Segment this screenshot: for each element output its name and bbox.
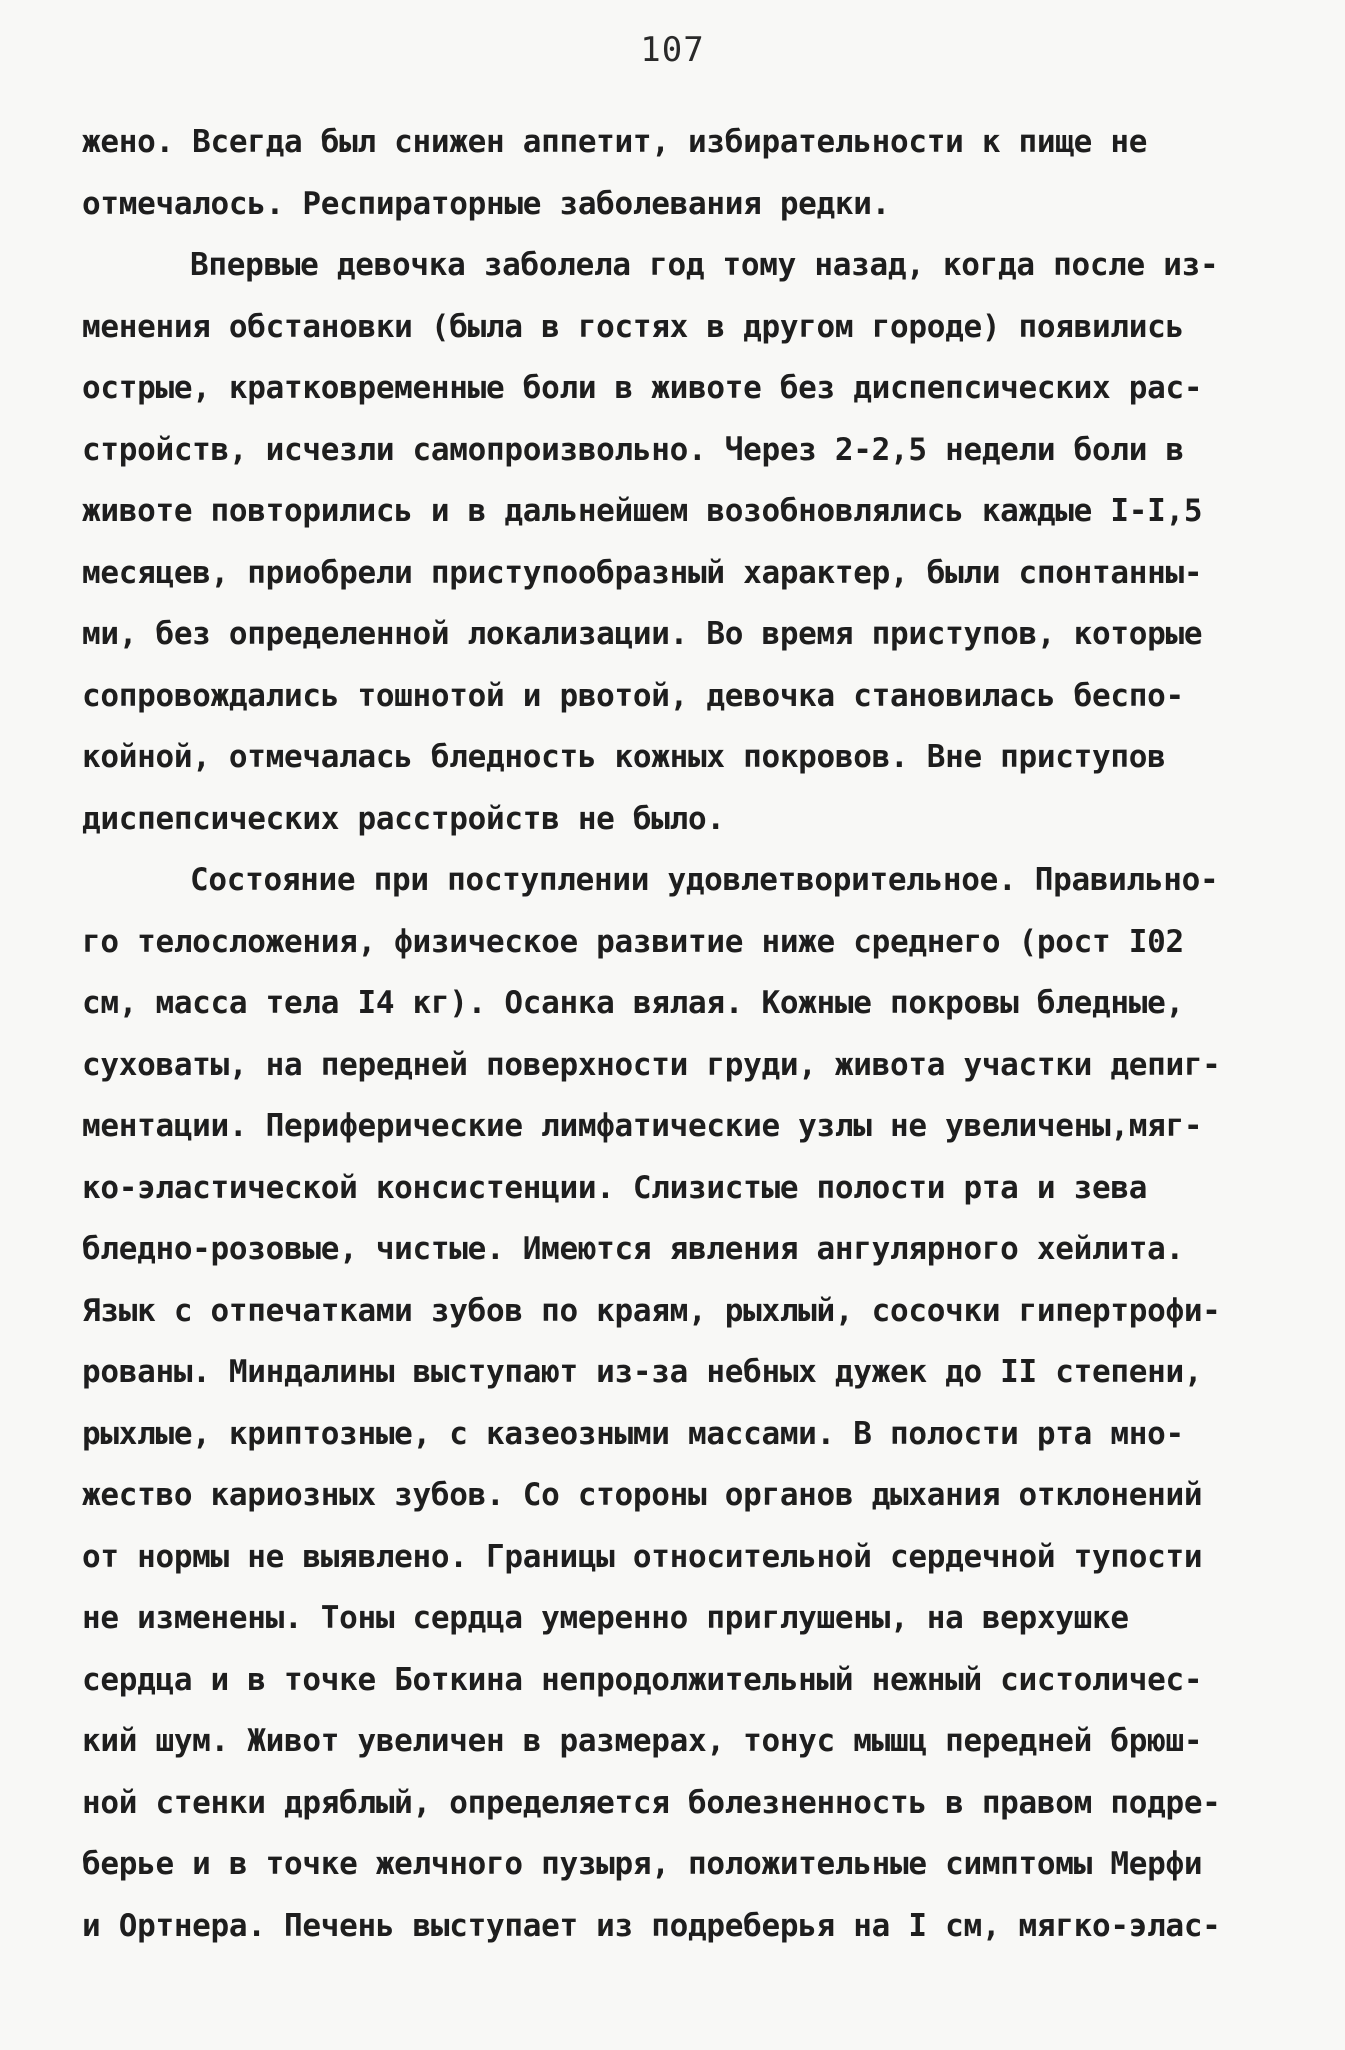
text-line: ми, без определенной локализации. Во время приступов, которые bbox=[82, 616, 1203, 652]
text-line: животе повторились и в дальнейшем возобновлялись каждые I-I,5 bbox=[82, 493, 1203, 529]
text-line: кий шум. Живот увеличен в размерах, тонус мышц передней брюш- bbox=[82, 1723, 1203, 1759]
text-line: месяцев, приобрели приступообразный характер, были спонтанны- bbox=[82, 554, 1203, 591]
text-line: рованы. Миндалины выступают из-за небных дужек до II степени, bbox=[82, 1354, 1203, 1390]
text-line: жено. Всегда был снижен аппетит, избирательности к пище не bbox=[82, 124, 1148, 160]
text-line: жество кариозных зубов. Со стороны органов дыхания отклонений bbox=[82, 1477, 1203, 1513]
text-line: койной, отмечалась бледность кожных покровов. Вне приступов bbox=[82, 739, 1166, 775]
text-line: менения обстановки (была в гостях в другом городе) появились bbox=[82, 308, 1184, 345]
body-text bbox=[82, 112, 1282, 1957]
text-line: ной стенки дряблый, определяется болезненность в правом подре- bbox=[82, 1784, 1221, 1821]
text-line: го телосложения, физическое развитие ниже среднего (рост I02 bbox=[82, 923, 1184, 960]
text-line: диспепсических расстройств не было. bbox=[82, 800, 725, 837]
text-line: от нормы не выявлено. Границы относительной сердечной тупости bbox=[82, 1538, 1203, 1575]
text-line: сопровождались тошнотой и рвотой, девочка становилась беспо- bbox=[82, 677, 1184, 714]
text-line: и Ортнера. Печень выступает из подреберья на I см, мягко-элас- bbox=[82, 1907, 1221, 1944]
text-line: отмечалось. Респираторные заболевания редки. bbox=[82, 185, 890, 222]
text-line: ко-эластической консистенции. Слизистые полости рта и зева bbox=[82, 1169, 1148, 1206]
text-line: берье и в точке желчного пузыря, положительные симптомы Мерфи bbox=[82, 1846, 1203, 1882]
text-line: см, масса тела I4 кг). Осанка вялая. Кожные покровы бледные, bbox=[82, 985, 1184, 1021]
text-line: Состояние при поступлении удовлетворительное. Правильно- bbox=[190, 862, 1219, 898]
text-line: суховаты, на передней поверхности груди, живота участки депиг- bbox=[82, 1046, 1221, 1083]
text-line: рыхлые, криптозные, с казеозными массами. В полости рта мно- bbox=[82, 1415, 1184, 1452]
text-line: Впервые девочка заболела год тому назад, когда после из- bbox=[190, 247, 1219, 283]
text-line: ментации. Периферические лимфатические узлы не увеличены,мяг- bbox=[82, 1108, 1203, 1144]
text-line: Язык с отпечатками зубов по краям, рыхлый, сосочки гипертрофи- bbox=[82, 1292, 1221, 1329]
text-line: стройств, исчезли самопроизвольно. Через 2-2,5 недели боли в bbox=[82, 431, 1184, 468]
page-number: 107 bbox=[640, 30, 705, 70]
text-line: бледно-розовые, чистые. Имеются явления ангулярного хейлита. bbox=[82, 1231, 1184, 1267]
text-line: сердца и в точке Боткина непродолжительный нежный систоличес- bbox=[82, 1661, 1203, 1698]
text-line: острые, кратковременные боли в животе без диспепсических рас- bbox=[82, 370, 1203, 406]
text-line: не изменены. Тоны сердца умеренно приглушены, на верхушке bbox=[82, 1600, 1129, 1636]
